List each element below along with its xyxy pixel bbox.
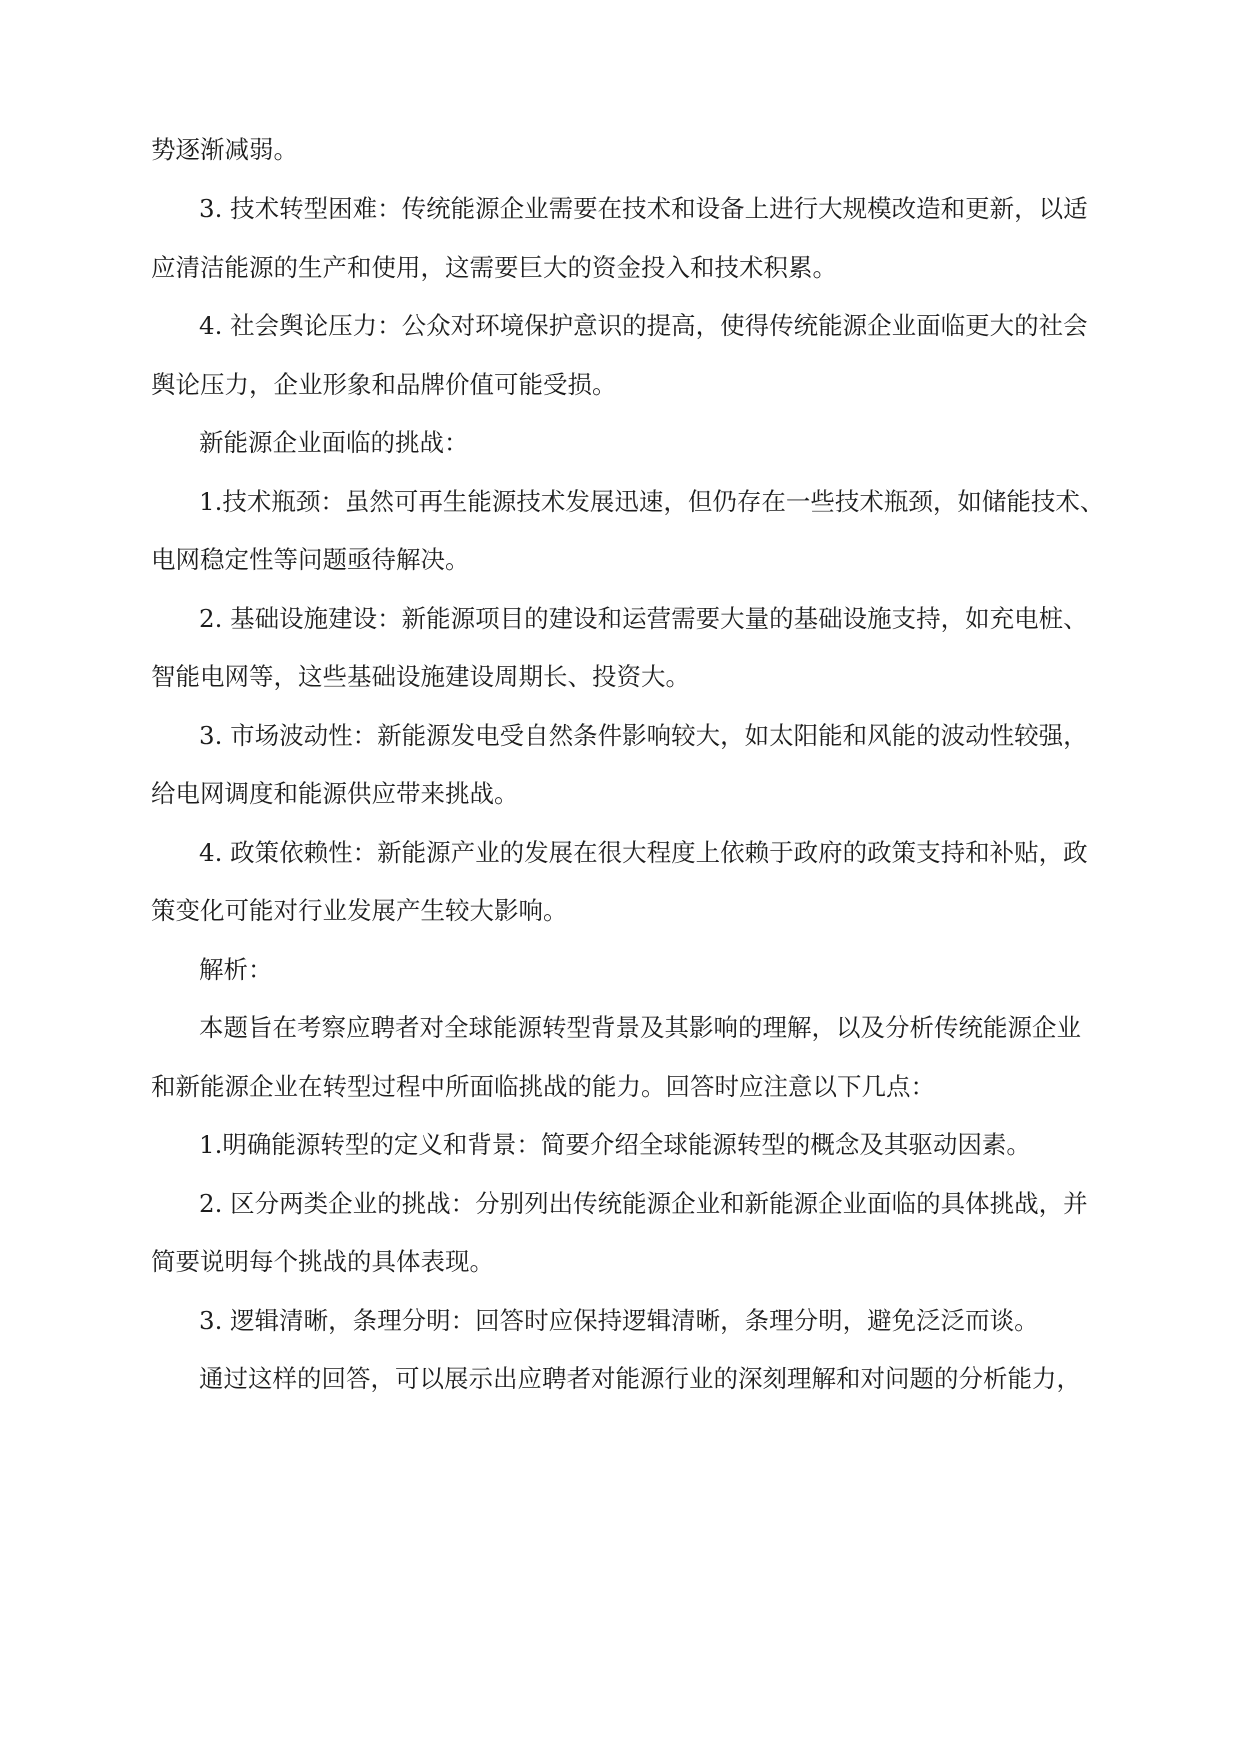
text-line: 势逐渐减弱。: [151, 135, 298, 164]
text-line: 本题旨在考察应聘者对全球能源转型背景及其影响的理解，以及分析传统能源企业: [199, 1013, 1081, 1042]
text-line: 2. 区分两类企业的挑战：分别列出传统能源企业和新能源企业面临的具体挑战，并: [199, 1189, 1088, 1218]
text-line: 智能电网等，这些基础设施建设周期长、投资大。: [151, 662, 690, 691]
text-line: 通过这样的回答，可以展示出应聘者对能源行业的深刻理解和对问题的分析能力，: [199, 1364, 1081, 1393]
text-line: 3. 技术转型困难：传统能源企业需要在技术和设备上进行大规模改造和更新，以适: [199, 194, 1088, 223]
text-line: 舆论压力，企业形象和品牌价值可能受损。: [151, 370, 617, 399]
text-line: 3. 逻辑清晰，条理分明：回答时应保持逻辑清晰，条理分明，避免泛泛而谈。: [199, 1306, 1039, 1335]
text-line: 1.明确能源转型的定义和背景：简要介绍全球能源转型的概念及其驱动因素。: [199, 1130, 1031, 1159]
section-heading: 新能源企业面临的挑战：: [199, 428, 469, 457]
text-line: 4. 社会舆论压力：公众对环境保护意识的提高，使得传统能源企业面临更大的社会: [199, 311, 1088, 340]
text-line: 策变化可能对行业发展产生较大影响。: [151, 896, 568, 925]
text-line: 和新能源企业在转型过程中所面临挑战的能力。回答时应注意以下几点：: [151, 1072, 935, 1101]
text-line: 电网稳定性等问题亟待解决。: [151, 545, 470, 574]
section-heading: 解析：: [199, 955, 273, 984]
text-line: 2. 基础设施建设：新能源项目的建设和运营需要大量的基础设施支持，如充电桩、: [199, 604, 1088, 633]
text-line: 给电网调度和能源供应带来挑战。: [151, 779, 519, 808]
text-line: 简要说明每个挑战的具体表现。: [151, 1247, 494, 1276]
text-line: 1.技术瓶颈：虽然可再生能源技术发展迅速，但仍存在一些技术瓶颈，如储能技术、: [199, 487, 1105, 516]
text-line: 应清洁能源的生产和使用，这需要巨大的资金投入和技术积累。: [151, 253, 837, 282]
text-line: 4. 政策依赖性：新能源产业的发展在很大程度上依赖于政府的政策支持和补贴，政: [199, 838, 1088, 867]
text-line: 3. 市场波动性：新能源发电受自然条件影响较大，如太阳能和风能的波动性较强，: [199, 721, 1088, 750]
